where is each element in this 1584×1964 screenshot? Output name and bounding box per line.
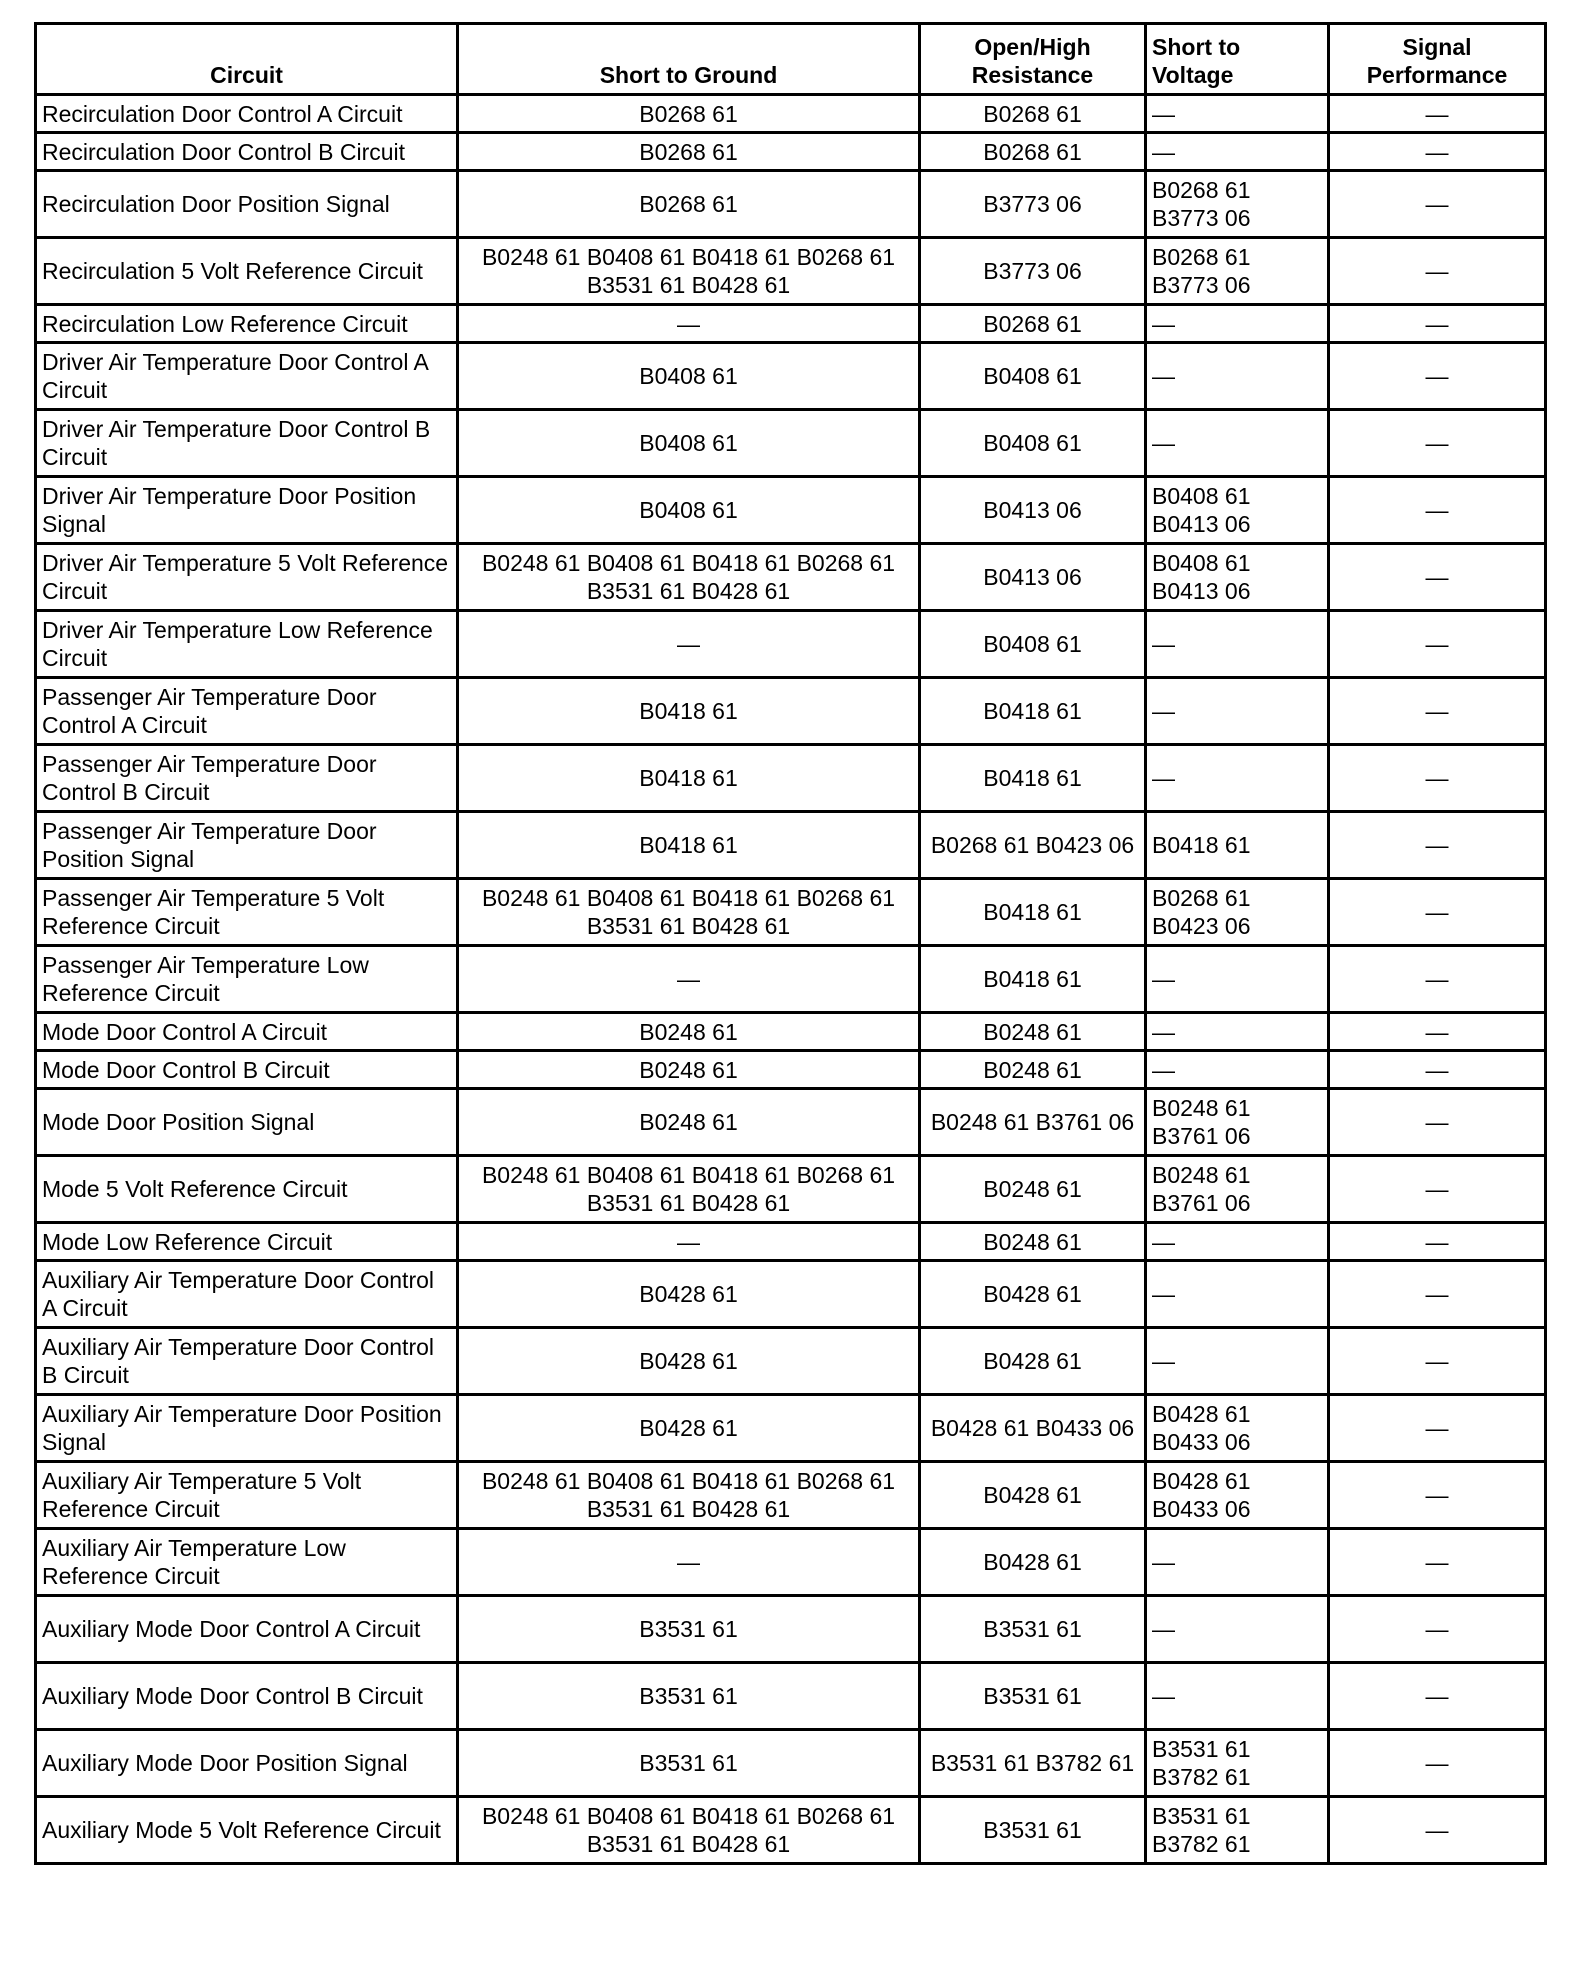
cell-short-to-ground: — — [458, 305, 920, 343]
cell-open-high-resistance: B0268 61 — [920, 305, 1146, 343]
cell-short-to-ground: B0248 61 B0408 61 B0418 61 B0268 61 B3531 61 B0428 61 — [458, 1156, 920, 1223]
table-header-row — [36, 24, 1546, 95]
cell-short-to-ground: B0248 61 — [458, 1051, 920, 1089]
cell-signal-performance: — — [1329, 171, 1546, 238]
table-row — [36, 1663, 1546, 1730]
cell-signal-performance: — — [1329, 1223, 1546, 1261]
cell-circuit: Driver Air Temperature Door Control B Circuit — [36, 410, 458, 477]
cell-circuit: Mode Door Position Signal — [36, 1089, 458, 1156]
cell-short-to-voltage: — — [1146, 1328, 1329, 1395]
header-open-high-resistance: Open/High Resistance — [920, 24, 1146, 95]
cell-open-high-resistance: B0428 61 — [920, 1462, 1146, 1529]
cell-short-to-ground: B0268 61 — [458, 133, 920, 171]
cell-signal-performance: — — [1329, 1596, 1546, 1663]
cell-circuit: Auxiliary Air Temperature 5 Volt Reference Circuit — [36, 1462, 458, 1529]
cell-signal-performance: — — [1329, 1156, 1546, 1223]
cell-short-to-voltage: — — [1146, 305, 1329, 343]
cell-open-high-resistance: B3531 61 B3782 61 — [920, 1730, 1146, 1797]
cell-short-to-voltage: — — [1146, 410, 1329, 477]
cell-signal-performance: — — [1329, 1013, 1546, 1051]
table-row — [36, 1797, 1546, 1864]
table-row — [36, 1089, 1546, 1156]
cell-short-to-ground: B0248 61 B0408 61 B0418 61 B0268 61 B3531 61 B0428 61 — [458, 1462, 920, 1529]
cell-signal-performance: — — [1329, 133, 1546, 171]
cell-short-to-voltage: — — [1146, 1013, 1329, 1051]
cell-short-to-ground: B0408 61 — [458, 410, 920, 477]
table-row — [36, 1395, 1546, 1462]
cell-short-to-ground: B0248 61 — [458, 1013, 920, 1051]
cell-open-high-resistance: B3531 61 — [920, 1596, 1146, 1663]
cell-open-high-resistance: B0413 06 — [920, 544, 1146, 611]
table-row — [36, 879, 1546, 946]
cell-short-to-voltage: B0428 61 B0433 06 — [1146, 1462, 1329, 1529]
cell-signal-performance: — — [1329, 238, 1546, 305]
cell-signal-performance: — — [1329, 1529, 1546, 1596]
cell-signal-performance: — — [1329, 946, 1546, 1013]
cell-short-to-voltage: B3531 61 B3782 61 — [1146, 1730, 1329, 1797]
cell-short-to-ground: — — [458, 946, 920, 1013]
cell-short-to-voltage: — — [1146, 1051, 1329, 1089]
cell-short-to-voltage: B0268 61 B0423 06 — [1146, 879, 1329, 946]
header-signal-performance: Signal Performance — [1329, 24, 1546, 95]
cell-short-to-voltage: B0408 61 B0413 06 — [1146, 544, 1329, 611]
cell-circuit: Driver Air Temperature Door Position Signal — [36, 477, 458, 544]
cell-circuit: Recirculation 5 Volt Reference Circuit — [36, 238, 458, 305]
cell-short-to-voltage: — — [1146, 133, 1329, 171]
cell-short-to-ground: B3531 61 — [458, 1730, 920, 1797]
cell-signal-performance: — — [1329, 544, 1546, 611]
table-row — [36, 171, 1546, 238]
cell-open-high-resistance: B3773 06 — [920, 171, 1146, 238]
cell-signal-performance: — — [1329, 1261, 1546, 1328]
cell-short-to-voltage: — — [1146, 946, 1329, 1013]
cell-signal-performance: — — [1329, 1328, 1546, 1395]
cell-short-to-ground: — — [458, 1529, 920, 1596]
cell-signal-performance: — — [1329, 1730, 1546, 1797]
cell-open-high-resistance: B0428 61 — [920, 1328, 1146, 1395]
cell-open-high-resistance: B0408 61 — [920, 410, 1146, 477]
cell-short-to-voltage: — — [1146, 95, 1329, 133]
table-row — [36, 305, 1546, 343]
cell-open-high-resistance: B0428 61 — [920, 1529, 1146, 1596]
cell-short-to-ground: B0408 61 — [458, 477, 920, 544]
table-row — [36, 745, 1546, 812]
cell-open-high-resistance: B0428 61 — [920, 1261, 1146, 1328]
cell-circuit: Recirculation Door Control A Circuit — [36, 95, 458, 133]
cell-short-to-voltage: — — [1146, 1529, 1329, 1596]
table-row — [36, 1013, 1546, 1051]
cell-circuit: Recirculation Door Control B Circuit — [36, 133, 458, 171]
cell-short-to-ground: B0268 61 — [458, 171, 920, 238]
cell-short-to-ground: B0418 61 — [458, 745, 920, 812]
cell-circuit: Auxiliary Air Temperature Low Reference Circuit — [36, 1529, 458, 1596]
cell-signal-performance: — — [1329, 1089, 1546, 1156]
cell-short-to-voltage: — — [1146, 1223, 1329, 1261]
cell-open-high-resistance: B0268 61 B0423 06 — [920, 812, 1146, 879]
cell-signal-performance: — — [1329, 745, 1546, 812]
cell-open-high-resistance: B0418 61 — [920, 946, 1146, 1013]
cell-circuit: Auxiliary Air Temperature Door Control B Circuit — [36, 1328, 458, 1395]
cell-signal-performance: — — [1329, 1462, 1546, 1529]
cell-circuit: Driver Air Temperature Door Control A Circuit — [36, 343, 458, 410]
cell-signal-performance: — — [1329, 879, 1546, 946]
table-row — [36, 611, 1546, 678]
cell-open-high-resistance: B3531 61 — [920, 1663, 1146, 1730]
cell-short-to-ground: B0418 61 — [458, 812, 920, 879]
cell-circuit: Recirculation Low Reference Circuit — [36, 305, 458, 343]
cell-short-to-voltage: B0428 61 B0433 06 — [1146, 1395, 1329, 1462]
cell-short-to-ground: B0248 61 — [458, 1089, 920, 1156]
cell-short-to-voltage: B0248 61 B3761 06 — [1146, 1156, 1329, 1223]
table-row — [36, 1730, 1546, 1797]
cell-signal-performance: — — [1329, 1051, 1546, 1089]
cell-circuit: Passenger Air Temperature Door Control A Circuit — [36, 678, 458, 745]
cell-short-to-ground: B0428 61 — [458, 1395, 920, 1462]
cell-signal-performance: — — [1329, 410, 1546, 477]
cell-circuit: Auxiliary Mode Door Position Signal — [36, 1730, 458, 1797]
document-page — [34, 22, 1547, 1865]
cell-short-to-ground: — — [458, 611, 920, 678]
cell-circuit: Auxiliary Air Temperature Door Position Signal — [36, 1395, 458, 1462]
cell-short-to-voltage: — — [1146, 1261, 1329, 1328]
cell-open-high-resistance: B0268 61 — [920, 95, 1146, 133]
cell-signal-performance: — — [1329, 95, 1546, 133]
cell-circuit: Mode 5 Volt Reference Circuit — [36, 1156, 458, 1223]
cell-short-to-voltage: B0418 61 — [1146, 812, 1329, 879]
cell-open-high-resistance: B0418 61 — [920, 678, 1146, 745]
cell-circuit: Passenger Air Temperature Door Control B Circuit — [36, 745, 458, 812]
cell-short-to-ground: B3531 61 — [458, 1663, 920, 1730]
cell-signal-performance: — — [1329, 1663, 1546, 1730]
cell-short-to-voltage: — — [1146, 1596, 1329, 1663]
table-row — [36, 133, 1546, 171]
table-row — [36, 1156, 1546, 1223]
cell-short-to-ground: B0248 61 B0408 61 B0418 61 B0268 61 B3531 61 B0428 61 — [458, 879, 920, 946]
table-row — [36, 238, 1546, 305]
cell-circuit: Passenger Air Temperature Door Position Signal — [36, 812, 458, 879]
cell-short-to-ground: B0248 61 B0408 61 B0418 61 B0268 61 B3531 61 B0428 61 — [458, 1797, 920, 1864]
header-short-to-ground: Short to Ground — [458, 24, 920, 95]
cell-open-high-resistance: B0248 61 — [920, 1223, 1146, 1261]
cell-signal-performance: — — [1329, 1797, 1546, 1864]
cell-short-to-voltage: B3531 61 B3782 61 — [1146, 1797, 1329, 1864]
cell-circuit: Auxiliary Air Temperature Door Control A Circuit — [36, 1261, 458, 1328]
cell-short-to-voltage: B0408 61 B0413 06 — [1146, 477, 1329, 544]
cell-short-to-ground: B0248 61 B0408 61 B0418 61 B0268 61 B3531 61 B0428 61 — [458, 238, 920, 305]
cell-open-high-resistance: B0418 61 — [920, 745, 1146, 812]
cell-short-to-voltage: B0268 61 B3773 06 — [1146, 238, 1329, 305]
cell-open-high-resistance: B0428 61 B0433 06 — [920, 1395, 1146, 1462]
table-row — [36, 946, 1546, 1013]
table-row — [36, 1261, 1546, 1328]
cell-short-to-voltage: — — [1146, 1663, 1329, 1730]
cell-short-to-ground: B0268 61 — [458, 95, 920, 133]
table-row — [36, 1328, 1546, 1395]
cell-open-high-resistance: B0248 61 — [920, 1013, 1146, 1051]
cell-open-high-resistance: B0418 61 — [920, 879, 1146, 946]
cell-open-high-resistance: B0413 06 — [920, 477, 1146, 544]
cell-short-to-ground: B0408 61 — [458, 343, 920, 410]
cell-signal-performance: — — [1329, 343, 1546, 410]
cell-short-to-ground: B0248 61 B0408 61 B0418 61 B0268 61 B3531 61 B0428 61 — [458, 544, 920, 611]
cell-short-to-ground: B3531 61 — [458, 1596, 920, 1663]
table-row — [36, 410, 1546, 477]
cell-signal-performance: — — [1329, 678, 1546, 745]
cell-open-high-resistance: B3531 61 — [920, 1797, 1146, 1864]
cell-circuit: Mode Door Control A Circuit — [36, 1013, 458, 1051]
cell-short-to-voltage: — — [1146, 745, 1329, 812]
table-row — [36, 1596, 1546, 1663]
cell-circuit: Recirculation Door Position Signal — [36, 171, 458, 238]
cell-circuit: Auxiliary Mode Door Control B Circuit — [36, 1663, 458, 1730]
table-row — [36, 477, 1546, 544]
header-short-to-voltage: Short to Voltage — [1146, 24, 1329, 95]
cell-circuit: Auxiliary Mode 5 Volt Reference Circuit — [36, 1797, 458, 1864]
cell-short-to-ground: B0418 61 — [458, 678, 920, 745]
cell-open-high-resistance: B0248 61 — [920, 1051, 1146, 1089]
cell-open-high-resistance: B0268 61 — [920, 133, 1146, 171]
cell-short-to-voltage: B0268 61 B3773 06 — [1146, 171, 1329, 238]
table-row — [36, 544, 1546, 611]
table-row — [36, 1051, 1546, 1089]
cell-short-to-voltage: — — [1146, 611, 1329, 678]
cell-circuit: Passenger Air Temperature Low Reference Circuit — [36, 946, 458, 1013]
table-body — [36, 95, 1546, 1864]
cell-short-to-voltage: — — [1146, 678, 1329, 745]
table-row — [36, 1529, 1546, 1596]
header-circuit: Circuit — [36, 24, 458, 95]
cell-circuit: Auxiliary Mode Door Control A Circuit — [36, 1596, 458, 1663]
cell-circuit: Passenger Air Temperature 5 Volt Reference Circuit — [36, 879, 458, 946]
table-row — [36, 1223, 1546, 1261]
cell-short-to-ground: B0428 61 — [458, 1261, 920, 1328]
cell-short-to-voltage: — — [1146, 343, 1329, 410]
cell-signal-performance: — — [1329, 1395, 1546, 1462]
cell-short-to-ground: B0428 61 — [458, 1328, 920, 1395]
cell-open-high-resistance: B0248 61 B3761 06 — [920, 1089, 1146, 1156]
cell-short-to-voltage: B0248 61 B3761 06 — [1146, 1089, 1329, 1156]
cell-signal-performance: — — [1329, 611, 1546, 678]
cell-circuit: Driver Air Temperature Low Reference Circuit — [36, 611, 458, 678]
cell-signal-performance: — — [1329, 305, 1546, 343]
cell-open-high-resistance: B0408 61 — [920, 343, 1146, 410]
circuit-dtc-table — [34, 22, 1547, 1865]
cell-open-high-resistance: B3773 06 — [920, 238, 1146, 305]
table-row — [36, 343, 1546, 410]
table-row — [36, 678, 1546, 745]
cell-circuit: Mode Low Reference Circuit — [36, 1223, 458, 1261]
table-row — [36, 812, 1546, 879]
cell-open-high-resistance: B0408 61 — [920, 611, 1146, 678]
table-row — [36, 1462, 1546, 1529]
table-row — [36, 95, 1546, 133]
cell-short-to-ground: — — [458, 1223, 920, 1261]
cell-circuit: Driver Air Temperature 5 Volt Reference Circuit — [36, 544, 458, 611]
cell-circuit: Mode Door Control B Circuit — [36, 1051, 458, 1089]
cell-signal-performance: — — [1329, 812, 1546, 879]
cell-open-high-resistance: B0248 61 — [920, 1156, 1146, 1223]
cell-signal-performance: — — [1329, 477, 1546, 544]
